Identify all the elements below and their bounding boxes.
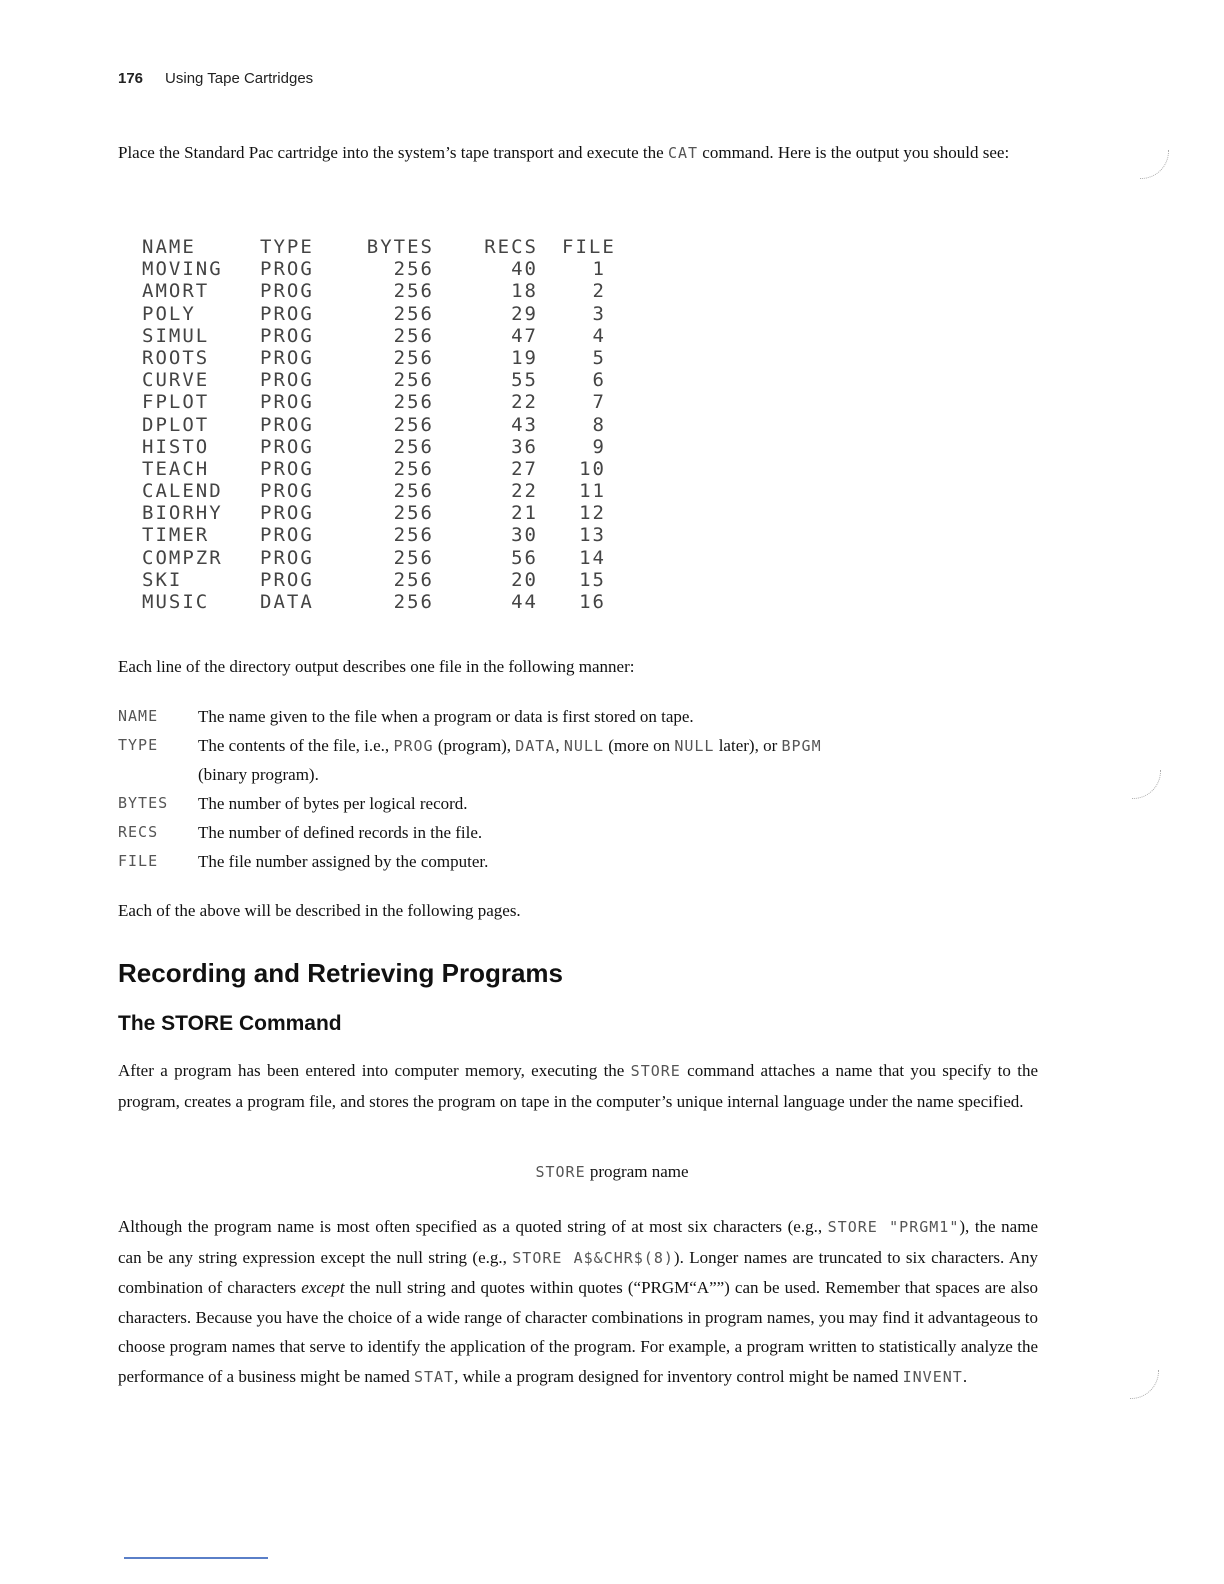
def-desc-type: The contents of the file, i.e., PROG (program), DATA, NULL (more on NULL later), or BPGM <box>198 736 822 755</box>
listing-row: AMORT PROG 256 18 2 <box>142 280 606 303</box>
def-term-recs: RECS <box>118 823 159 841</box>
listing-row: CALEND PROG 256 22 11 <box>142 480 606 503</box>
listing-row: COMPZR PROG 256 56 14 <box>142 546 606 569</box>
col-bytes-header: BYTES <box>366 236 434 258</box>
subsection-title: The STORE Command <box>118 1012 342 1035</box>
described-note: Each of the above will be described in the following pages. <box>118 901 521 920</box>
listing-row: CURVE PROG 256 55 6 <box>142 369 606 392</box>
listing-row: HISTO PROG 256 36 9 <box>142 435 606 458</box>
listing-row: MUSIC DATA 256 44 16 <box>142 591 606 613</box>
def-term-name: NAME <box>118 707 159 725</box>
listing-row: POLY PROG 256 29 3 <box>142 302 606 325</box>
directory-intro: Each line of the directory output describes one file in the following manner: <box>118 657 635 676</box>
def-term-file: FILE <box>118 852 159 870</box>
store-example-1: STORE "PRGM1" <box>827 1218 960 1236</box>
intro-paragraph <box>118 138 1038 169</box>
col-type-header: TYPE <box>260 236 314 258</box>
def-desc-name: The name given to the file when a program or data is first stored on tape. <box>198 707 694 726</box>
cat-command: CAT <box>667 144 699 162</box>
col-recs-header: RECS <box>484 236 538 258</box>
section-title: Recording and Retrieving Programs <box>118 958 563 988</box>
listing-row: DPLOT PROG 256 43 8 <box>142 413 606 436</box>
listing-row: ROOTS PROG 256 19 5 <box>142 346 606 369</box>
listing-header-row <box>142 236 616 258</box>
footer-rule <box>124 1557 268 1559</box>
stat-example: STAT <box>414 1367 455 1386</box>
invent-example: INVENT <box>902 1367 963 1386</box>
listing-row: MOVING PROG 256 40 1 <box>142 258 606 281</box>
listing-row: SIMUL PROG 256 47 4 <box>142 324 606 347</box>
def-desc-type-line2: (binary program). <box>198 765 319 784</box>
def-desc-bytes: The number of bytes per logical record. <box>198 794 468 813</box>
margin-mark <box>1132 770 1161 799</box>
def-desc-file: The file number assigned by the computer. <box>198 852 489 871</box>
store-example-2: STORE A$&CHR$(8) <box>512 1248 674 1267</box>
page-header <box>118 70 313 87</box>
intro-text-1: Place the Standard Pac cartridge into the system’s tape transport and execute the <box>118 143 668 162</box>
def-term-type: TYPE <box>118 736 159 754</box>
margin-mark <box>1130 1370 1159 1399</box>
store-syntax: STORE program name <box>535 1162 689 1181</box>
store-command: STORE <box>630 1062 681 1080</box>
listing-row: TEACH PROG 256 27 10 <box>142 457 606 480</box>
margin-mark <box>1140 150 1169 179</box>
page-number: 176 <box>118 70 144 87</box>
catalog-listing <box>142 236 616 613</box>
listing-row: FPLOT PROG 256 22 7 <box>142 391 606 414</box>
running-title: Using Tape Cartridges <box>165 70 314 87</box>
def-term-bytes: BYTES <box>118 794 169 812</box>
listing-row: BIORHY PROG 256 21 12 <box>142 502 606 525</box>
listing-row: SKI PROG 256 20 15 <box>142 568 606 591</box>
def-desc-recs: The number of defined records in the file. <box>198 823 483 842</box>
listing-row: TIMER PROG 256 30 13 <box>142 524 606 547</box>
col-name-header: NAME <box>142 236 196 258</box>
program-name-paragraph: Although the program name is most often specified as a quoted string of at most six characters (e.g., STORE "PRGM1"), the name can be any string expression except the null string (e.g., STORE A$&CHR$(8)). Longer names are truncated to six characters. Any combination of characters except the null string and quotes within quotes (“PRGM“A””) can be used. Remember that spaces are also characters. Because you have the choice of a wide range of character combinations in program names, you may find it advantageous to choose program names that serve to identify the application of the program. For example, a program written to statistically analyze the performance of a business might be named STAT, while a program designed for inventory control might be named INVENT. <box>118 1217 1038 1386</box>
intro-text-2: command. Here is the output you should see: <box>698 143 1010 162</box>
col-file-header: FILE <box>562 236 616 258</box>
store-paragraph: After a program has been entered into computer memory, executing the STORE command attaches a name that you specify to the program, creates a program file, and stores the program on tape in the computer’s unique internal language under the name specified. <box>118 1061 1038 1111</box>
